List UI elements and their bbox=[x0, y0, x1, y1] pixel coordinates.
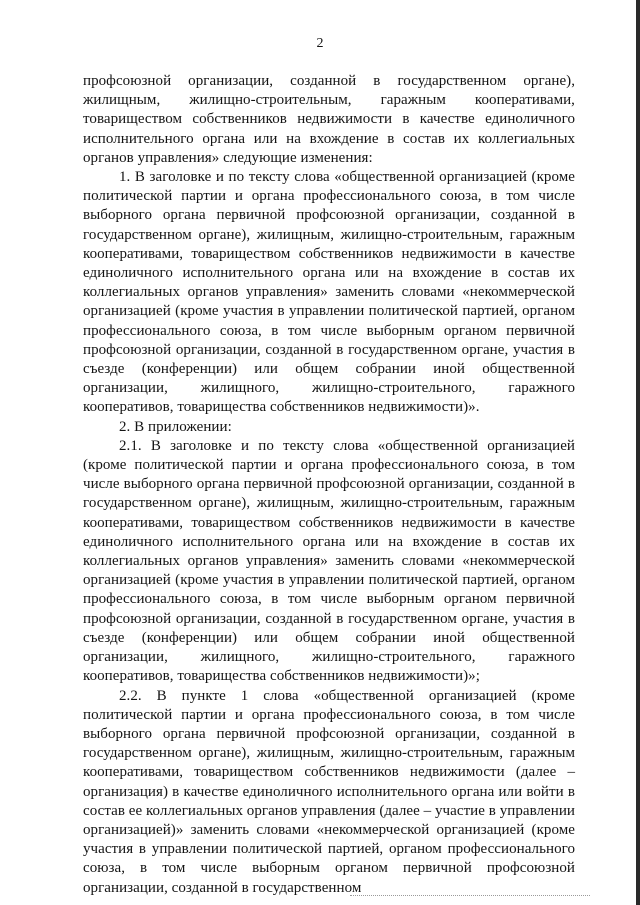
paragraph-intro: профсоюзной организации, созданной в государственном органе), жилищным, жилищно-строительным, гаражным кооперативами, товариществом собственников недвижимости в качестве единоличного исполнительного органа или на вхождение в состав их коллегиальных органов управления» следующие изменения: bbox=[83, 73, 575, 166]
paragraph-item-2-2: 2.2. В пункте 1 слова «общественной организацией (кроме политической партии и органа профессионального союза, в том числе выборного органа первичной профсоюзной организации, созданной в государственном органе), жилищным, жилищно-строительным, гаражным кооперативами, товариществом собственников недвижимости (далее – организация) в качестве единоличного исполнительного органа или войти в состав ее коллегиальных органов управления (далее – участие в управлении организацией)» заменить словами «некоммерческой организацией (кроме участия в управлении политической партией, органом профессионального союза, в том числе выборным органом первичной профсоюзной организации, созданной в государственном bbox=[83, 687, 575, 896]
page-edge bbox=[636, 0, 640, 905]
paragraph-item-2: 2. В приложении: bbox=[119, 418, 232, 435]
paragraph-item-2-1: 2.1. В заголовке и по тексту слова «общественной организацией (кроме политической партии и органа профессионального союза, в том числе выборного органа первичной профсоюзной организации, созданной в государственном органе), жилищным, жилищно-строительным, гаражным кооперативами, товариществом собственников недвижимости в качестве единоличного исполнительного органа или на вхождение в состав их коллегиальных органов управления» заменить словами «некоммерческой организацией (кроме участия в управлении политической партией, органом профессионального союза, в том числе выборным органом первичной профсоюзной организации, созданной в государственном органе, участия в съезде (конференции) или общем собрании иной общественной организации, жилищного, жилищно-строительного, гаражного кооперативов, товарищества собственников недвижимости)»; bbox=[83, 437, 575, 685]
document-body bbox=[83, 72, 575, 898]
scan-artifact bbox=[350, 895, 590, 897]
paragraph-item-1: 1. В заголовке и по тексту слова «общественной организацией (кроме политической партии и органа профессионального союза, в том числе выборного органа первичной профсоюзной организации, созданной в государственном органе), жилищным, жилищно-строительным, гаражным кооперативами, товариществом собственников недвижимости в качестве единоличного исполнительного органа или на вхождение в состав их коллегиальных органов управления» заменить словами «некоммерческой организацией (кроме участия в управлении политической партией, органом профессионального союза, в том числе выборным органом первичной профсоюзной организации, созданной в государственном органе, участия в съезде (конференции) или общем собрании иной общественной организации, жилищного, жилищно-строительного, гаражного кооперативов, товарищества собственников недвижимости)». bbox=[83, 169, 575, 416]
page-number: 2 bbox=[316, 36, 324, 51]
